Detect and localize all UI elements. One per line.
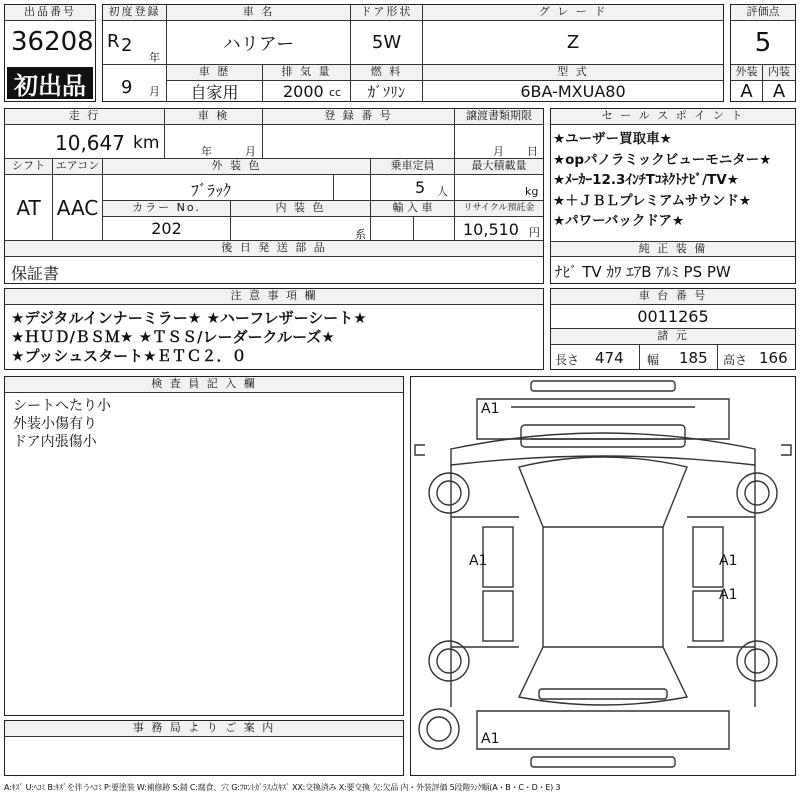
model-label: 型 式 (423, 65, 723, 81)
divider (639, 345, 640, 369)
first-reg-value (103, 21, 167, 65)
max-load-cell (455, 175, 543, 201)
sales-label: セ ー ル ス ポ イ ン ト (551, 109, 795, 125)
sales-point: ★ﾒｰｶｰ12.3ｲﾝﾁTｺﾈｸﾄﾅﾋﾞ/TV★ (553, 172, 739, 188)
import-cell (371, 217, 455, 241)
car-outline-svg (411, 377, 795, 775)
import-label: 輸 入 車 (371, 201, 455, 217)
mileage-cell (5, 125, 165, 159)
score-label: 評価点 (731, 5, 795, 21)
sales-points (550, 108, 796, 284)
inspector-note: シートへたり小 (13, 398, 111, 414)
era-letter: R (107, 31, 120, 52)
color-no-label: カラー No. (103, 201, 231, 217)
model-code: 6BA-MXUA80 (520, 81, 626, 101)
divider (413, 217, 414, 241)
inspector-notes (7, 395, 117, 453)
later-parts-label: 後 日 発 送 部 品 (5, 241, 543, 257)
displacement-label: 排 気 量 (263, 65, 351, 81)
chassis-number: 0011265 (551, 305, 795, 329)
inspection-label: 車 検 (165, 109, 263, 125)
vehicle-header (102, 4, 724, 102)
exterior-grade: A (731, 81, 763, 101)
lot-box (4, 4, 96, 102)
deadline-month-unit: 月 (493, 145, 504, 158)
damage-mark: A1 (719, 553, 738, 569)
inspector-box (4, 376, 404, 716)
fuel: ｶﾞｿﾘﾝ (351, 81, 423, 101)
ac: AAC (53, 175, 103, 241)
fuel-label: 燃 料 (351, 65, 423, 81)
length: 474 (595, 349, 624, 367)
sales-list (553, 129, 771, 232)
inspection-year-unit: 年 (201, 145, 212, 158)
history-label: 車 歴 (167, 65, 263, 81)
dims-label: 諸 元 (551, 329, 795, 345)
mileage: 10,647 (55, 131, 125, 155)
caution-label: 注 意 事 項 欄 (5, 289, 543, 305)
chassis-box (550, 288, 796, 370)
displacement: 2000 (283, 82, 324, 101)
door-label: ドア形状 (351, 5, 423, 21)
recycle-unit: 円 (529, 226, 540, 239)
score: 5 (731, 21, 795, 65)
recycle-label: リサイクル預託金 (455, 201, 543, 217)
width-label: 幅 (647, 353, 660, 367)
height: 166 (759, 349, 788, 367)
later-parts: 保証書 (11, 264, 60, 283)
sales-point: ★＋ＪＢＬプレミアムサウンド★ (553, 192, 751, 209)
divider (717, 345, 718, 369)
ext-color-label: 外 装 色 (103, 159, 371, 175)
first-listing-badge: 初出品 (7, 67, 93, 99)
width: 185 (679, 349, 708, 367)
color-no: 202 (103, 217, 231, 241)
inspector-note: ドア内張傷小 (13, 434, 97, 450)
recycle-amount: 10,510 (463, 220, 519, 239)
caution-box (4, 288, 544, 370)
car-name: ハリアー (167, 21, 351, 65)
seats-cell (371, 175, 455, 201)
legend-text: A:ｷｽﾞ U:ﾍｺﾐ B:ｷｽﾞを伴うﾍｺﾐ P:要塗装 W:補修跡 S:錆 C:腐食、穴 G:ﾌﾛﾝﾄｶﾞﾗｽ点ｷｽﾞ XX:交換済み X:要交換 欠:欠品 内・外装評価 5段階ﾗﾝｸ順(A・B・C・D・E) 3 (4, 783, 561, 792)
details-table (4, 108, 544, 284)
deadline-label: 譲渡書類期限 (455, 109, 543, 125)
damage-mark: A1 (469, 553, 488, 569)
first-reg-month: 9 (121, 77, 133, 98)
ac-label: エアコン (53, 159, 103, 175)
ext-color: ﾌﾞﾗｯｸ (191, 181, 232, 200)
damage-mark: A1 (481, 731, 500, 747)
office-box (4, 720, 404, 776)
inspector-label: 検 査 員 記 入 欄 (5, 377, 403, 393)
car-name-label: 車 名 (167, 5, 351, 21)
lot-no-label: 出品番号 (5, 5, 95, 21)
shift: AT (5, 175, 53, 241)
shift-label: シフト (5, 159, 53, 175)
int-color-label: 内 装 色 (231, 201, 371, 217)
sales-point: ★パワーバックドア★ (553, 213, 685, 229)
score-box (730, 4, 796, 102)
seats-unit: 人 (437, 185, 448, 198)
sales-point: ★opパノラミックビューモニター★ (553, 151, 772, 168)
door-type: 5W (351, 21, 423, 65)
history: 自家用 (167, 81, 263, 101)
int-color-unit: 系 (355, 228, 366, 241)
inspector-note: 外装小傷有り (13, 416, 97, 432)
interior-grade: A (772, 81, 786, 101)
seats: 5 (415, 178, 426, 197)
equip-label: 純 正 装 備 (551, 241, 795, 257)
first-reg-label: 初度登録 (103, 5, 167, 21)
damage-mark: A1 (481, 401, 500, 417)
damage-mark: A1 (719, 587, 738, 603)
seats-label: 乗車定員 (371, 159, 455, 175)
int-color-cell (231, 217, 371, 241)
reg-no-label: 登 録 番 号 (263, 109, 455, 125)
equipment: ﾅﾋﾞ TV ｶﾜ ｴｱB ｱﾙﾐ PS PW (555, 263, 731, 281)
height-label: 高さ (723, 353, 748, 367)
mileage-unit: km (133, 133, 160, 153)
grade: Z (423, 21, 723, 65)
caution-line: ★プッシュスタート★ＥＴＣ２．０ (11, 347, 247, 365)
caution-line: ★ＨＵＤ/ＢＳＭ★ ★ＴＳＳ/レーダークルーズ★ (11, 328, 335, 346)
lot-number: 36208 (11, 27, 94, 57)
caution-line: ★デジタルインナーミラー★ ★ハーフレザーシート★ (11, 309, 367, 327)
interior-label: 内装 (763, 65, 795, 81)
max-load-label: 最大積載量 (455, 159, 543, 175)
deadline-cell (455, 125, 543, 159)
recycle-cell (455, 217, 543, 241)
mileage-label: 走 行 (5, 109, 165, 125)
reg-no-cell (263, 125, 455, 159)
divider (333, 175, 334, 201)
month-unit: 月 (149, 85, 160, 98)
exterior-label: 外装 (731, 65, 763, 81)
inspection-month-unit: 月 (245, 145, 256, 158)
max-load-unit: kg (525, 185, 539, 198)
car-diagram (410, 376, 796, 776)
sales-point: ★ユーザー買取車★ (553, 131, 672, 147)
era-year: 2 (121, 35, 133, 56)
inspection-cell (165, 125, 263, 159)
length-label: 長さ (555, 353, 580, 367)
month-cell (103, 65, 167, 101)
office-label: 事 務 局 よ り ご 案 内 (5, 721, 403, 737)
caution-lines (11, 309, 367, 366)
displacement-cell (263, 81, 351, 101)
grade-label: グ レ ー ド (423, 5, 723, 21)
displacement-unit: cc (329, 86, 342, 99)
ext-color-cell (103, 175, 371, 201)
year-unit: 年 (149, 51, 160, 64)
deadline-day-unit: 日 (527, 145, 538, 158)
chassis-label: 車 台 番 号 (551, 289, 795, 305)
